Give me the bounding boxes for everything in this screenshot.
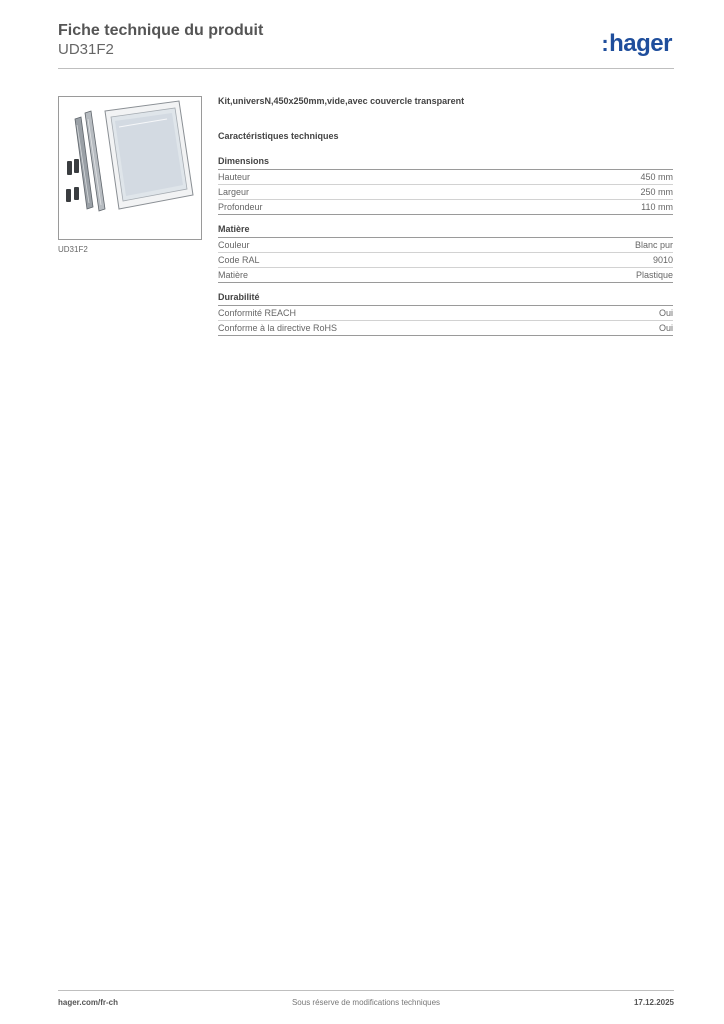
footer-divider bbox=[58, 990, 674, 991]
section-durability bbox=[218, 292, 673, 336]
spec-value: 450 mm bbox=[640, 172, 673, 182]
logo-mark: : bbox=[601, 31, 609, 56]
spec-row bbox=[218, 185, 673, 200]
section-title: Dimensions bbox=[218, 156, 673, 170]
spec-label: Code RAL bbox=[218, 255, 260, 265]
mounting-clips bbox=[66, 159, 79, 202]
spec-row bbox=[218, 253, 673, 268]
header-divider bbox=[58, 68, 674, 69]
tech-specs-heading: Caractéristiques techniques bbox=[218, 131, 339, 141]
spec-value: 110 mm bbox=[641, 202, 673, 212]
spec-value: Oui bbox=[658, 308, 673, 318]
logo-text: hager bbox=[609, 30, 672, 57]
spec-value: 250 mm bbox=[640, 187, 673, 197]
product-image bbox=[58, 96, 202, 240]
spec-value: 9010 bbox=[652, 255, 673, 265]
spec-label: Hauteur bbox=[218, 172, 251, 182]
spec-row bbox=[218, 170, 673, 185]
footer-website-link[interactable]: hager.com/fr-ch bbox=[58, 998, 119, 1007]
spec-label: Conforme à la directive RoHS bbox=[218, 323, 338, 333]
page-title: Fiche technique du produit bbox=[58, 22, 264, 39]
footer-date: 17.12.2025 bbox=[633, 998, 674, 1007]
product-description: Kit,universN,450x250mm,vide,avec couvercle transparent bbox=[218, 96, 465, 106]
mounting-rails bbox=[75, 111, 105, 211]
section-title: Durabilité bbox=[218, 292, 673, 306]
spec-label: Couleur bbox=[218, 240, 250, 250]
product-illustration bbox=[59, 97, 201, 239]
transparent-cover bbox=[105, 101, 193, 209]
product-reference: UD31F2 bbox=[58, 41, 114, 58]
spec-label: Conformité REACH bbox=[218, 308, 297, 318]
product-details bbox=[218, 96, 673, 336]
spec-row bbox=[218, 306, 673, 321]
spec-value: Plastique bbox=[635, 270, 673, 280]
spec-value: Oui bbox=[658, 323, 673, 333]
spec-row bbox=[218, 200, 673, 215]
spec-label: Matière bbox=[218, 270, 249, 280]
spec-value: Blanc pur bbox=[634, 240, 673, 250]
section-dimensions bbox=[218, 156, 673, 215]
footer-disclaimer: Sous réserve de modifications techniques bbox=[291, 998, 441, 1007]
hager-logo bbox=[601, 30, 672, 58]
spec-label: Largeur bbox=[218, 187, 250, 197]
section-title: Matière bbox=[218, 224, 673, 238]
image-caption: UD31F2 bbox=[58, 245, 88, 254]
section-material bbox=[218, 224, 673, 283]
spec-row bbox=[218, 238, 673, 253]
spec-row bbox=[218, 321, 673, 336]
spec-label: Profondeur bbox=[218, 202, 263, 212]
page-header bbox=[58, 22, 674, 59]
spec-row bbox=[218, 268, 673, 283]
